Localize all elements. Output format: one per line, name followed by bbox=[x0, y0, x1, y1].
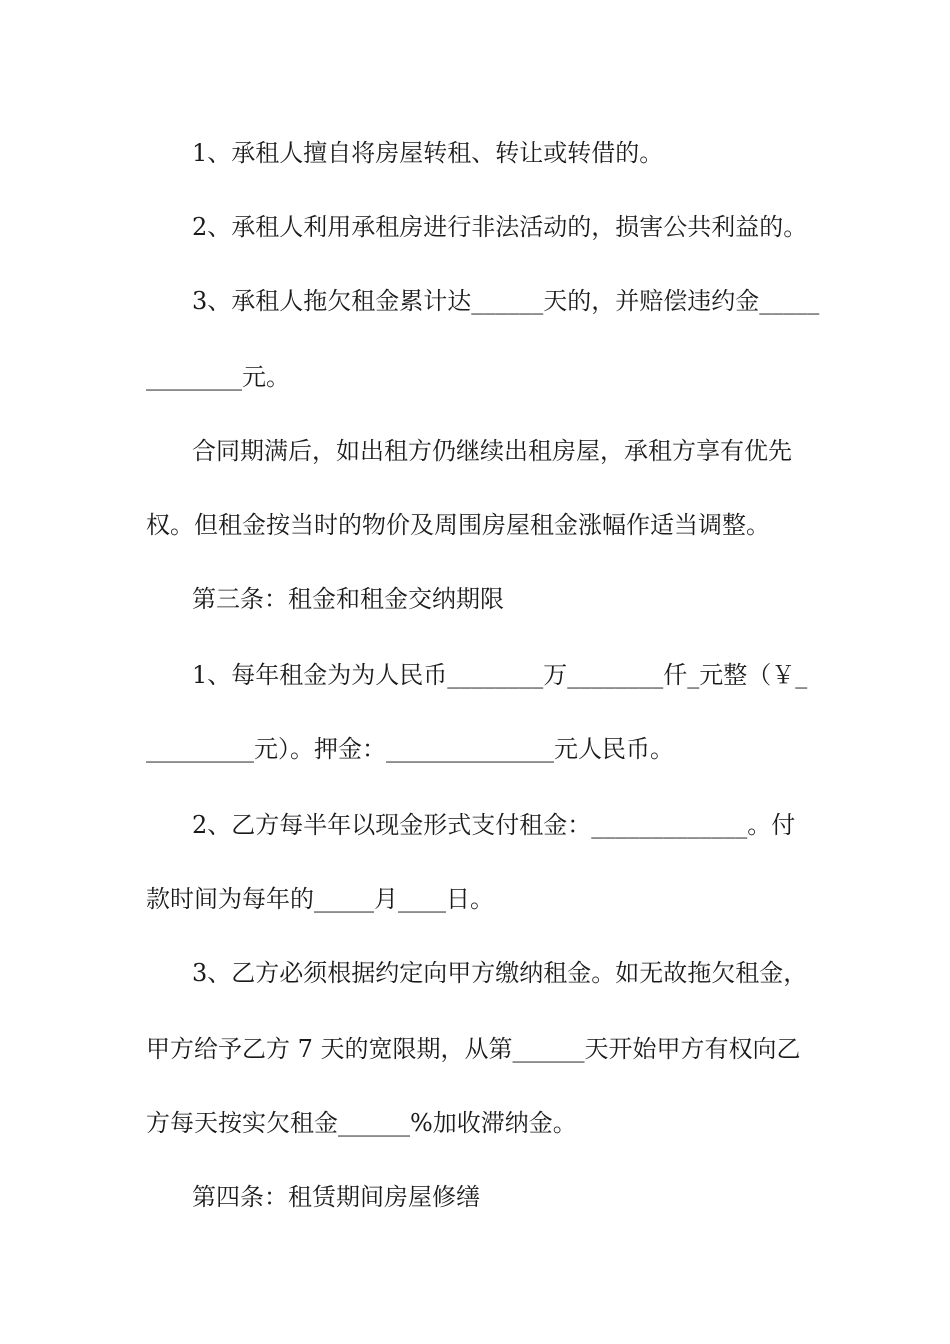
clause-item-1: 1、承租人擅自将房屋转租、转让或转借的。 bbox=[192, 139, 664, 167]
rent-item-3: 3、乙方必须根据约定向甲方缴纳租金。如无故拖欠租金， bbox=[192, 959, 808, 987]
article-3-heading: 第三条：租金和租金交纳期限 bbox=[192, 585, 504, 613]
rent-item-1-continued: _________元）。押金：______________元人民币。 bbox=[146, 735, 674, 763]
renewal-paragraph-continued: 权。但租金按当时的物价及周围房屋租金涨幅作适当调整。 bbox=[146, 511, 770, 539]
clause-item-3-continued: ________元。 bbox=[146, 363, 290, 391]
clause-item-3: 3、承租人拖欠租金累计达______天的，并赔偿违约金_____ bbox=[192, 287, 820, 315]
renewal-paragraph: 合同期满后，如出租方仍继续出租房屋，承租方享有优先 bbox=[192, 437, 792, 465]
article-4-heading: 第四条：租赁期间房屋修缮 bbox=[192, 1183, 480, 1211]
rent-item-3-continued-2: 方每天按实欠租金______%加收滞纳金。 bbox=[146, 1109, 577, 1137]
rent-item-1: 1、每年租金为为人民币________万________仟_元整（￥_ bbox=[192, 661, 808, 689]
rent-item-2: 2、乙方每半年以现金形式支付租金：_____________。付 bbox=[192, 811, 796, 839]
rent-item-3-continued-1: 甲方给予乙方 7 天的宽限期，从第______天开始甲方有权向乙 bbox=[146, 1035, 801, 1063]
clause-item-2: 2、承租人利用承租房进行非法活动的，损害公共利益的。 bbox=[192, 213, 808, 241]
rent-item-2-continued: 款时间为每年的_____月____日。 bbox=[146, 885, 494, 913]
